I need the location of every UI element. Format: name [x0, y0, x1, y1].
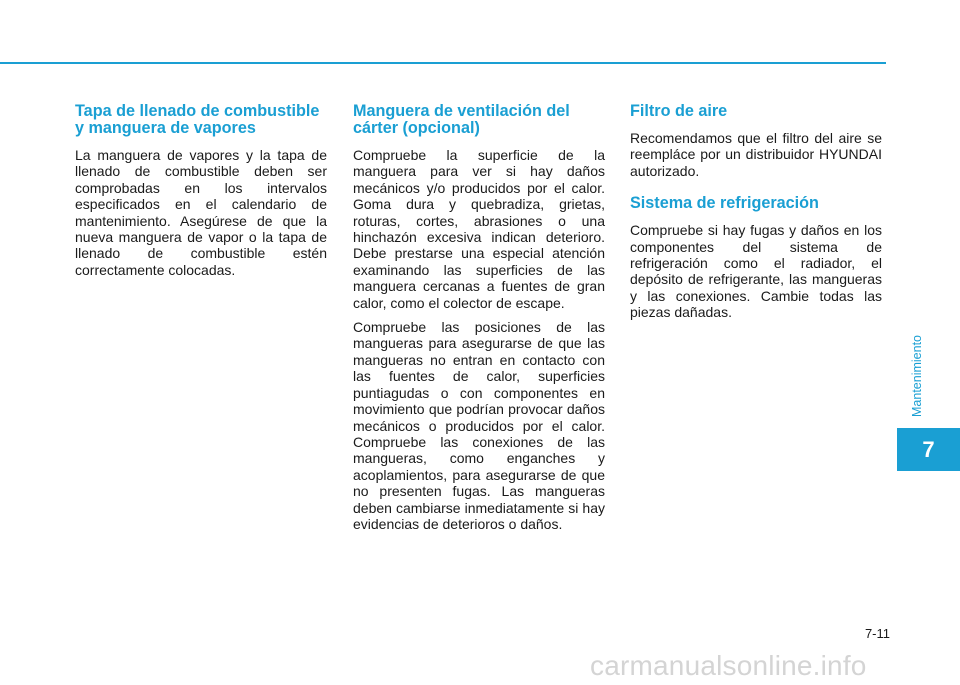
section-title-cooling-system: Sistema de refrigeración: [630, 194, 819, 213]
section-body-crankcase-hose-1: Compruebe la superficie de la manguera para ver si hay daños mecánicos y/o producidos por el calor. Goma dura y quebradiza, grietas, roturas, cortes, abrasiones o una hinchazón excesiva indican deterioro. Debe prestarse una especial atención examinando las superficies de las manguera cercanas a fuentes de gran calor, como el colector de escape.: [353, 147, 605, 311]
column-right: [630, 103, 882, 329]
section-title-fuel-cap: Tapa de llenado de combustible y manguera de vapores: [75, 102, 320, 137]
chapter-side-label: [904, 330, 930, 422]
column-middle: [353, 103, 605, 540]
section-title-air-filter: Filtro de aire: [630, 102, 728, 120]
section-body-cooling-system: Compruebe si hay fugas y daños en los componentes del sistema de refrigeración como el radiador, el depósito de refrigerante, las mangueras y las conexiones. Cambie todas las piezas dañadas.: [630, 222, 882, 321]
watermark: carmanualsonline.info: [590, 650, 867, 681]
page-number: 7-11: [864, 626, 890, 641]
column-left: [75, 103, 327, 286]
section-title-crankcase-hose: Manguera de ventilación del cárter (opcional): [353, 102, 570, 137]
section-body-fuel-cap: La manguera de vapores y la tapa de llenado de combustible deben ser comprobadas en los intervalos especificados en el calendario de mantenimiento. Asegúrese de que la nueva manguera de vapor o la tapa de llenado de combustible estén correctamente colocadas.: [75, 147, 327, 278]
chapter-tab: [897, 428, 960, 471]
chapter-number: 7: [922, 436, 935, 462]
section-body-air-filter: Recomendamos que el filtro del aire se reempláce por un distribuidor HYUNDAI autorizado.: [630, 130, 882, 179]
chapter-label-text: Mantenimiento: [910, 335, 924, 417]
section-body-crankcase-hose-2: Compruebe las posiciones de las mangueras para asegurarse de que las mangueras no entran en contacto con las fuentes de calor, superficies puntiagudas o con componentes en movimiento que podrían provocar daños mecánicos o producidos por el calor. Compruebe las conexiones de las mangueras, como enganches y acoplamientos, para asegurarse de que no presenten fugas. Las mangueras deben cambiarse inmediatamente si hay evidencias de deterioros o daños.: [353, 319, 605, 532]
header-rule: [0, 62, 886, 64]
